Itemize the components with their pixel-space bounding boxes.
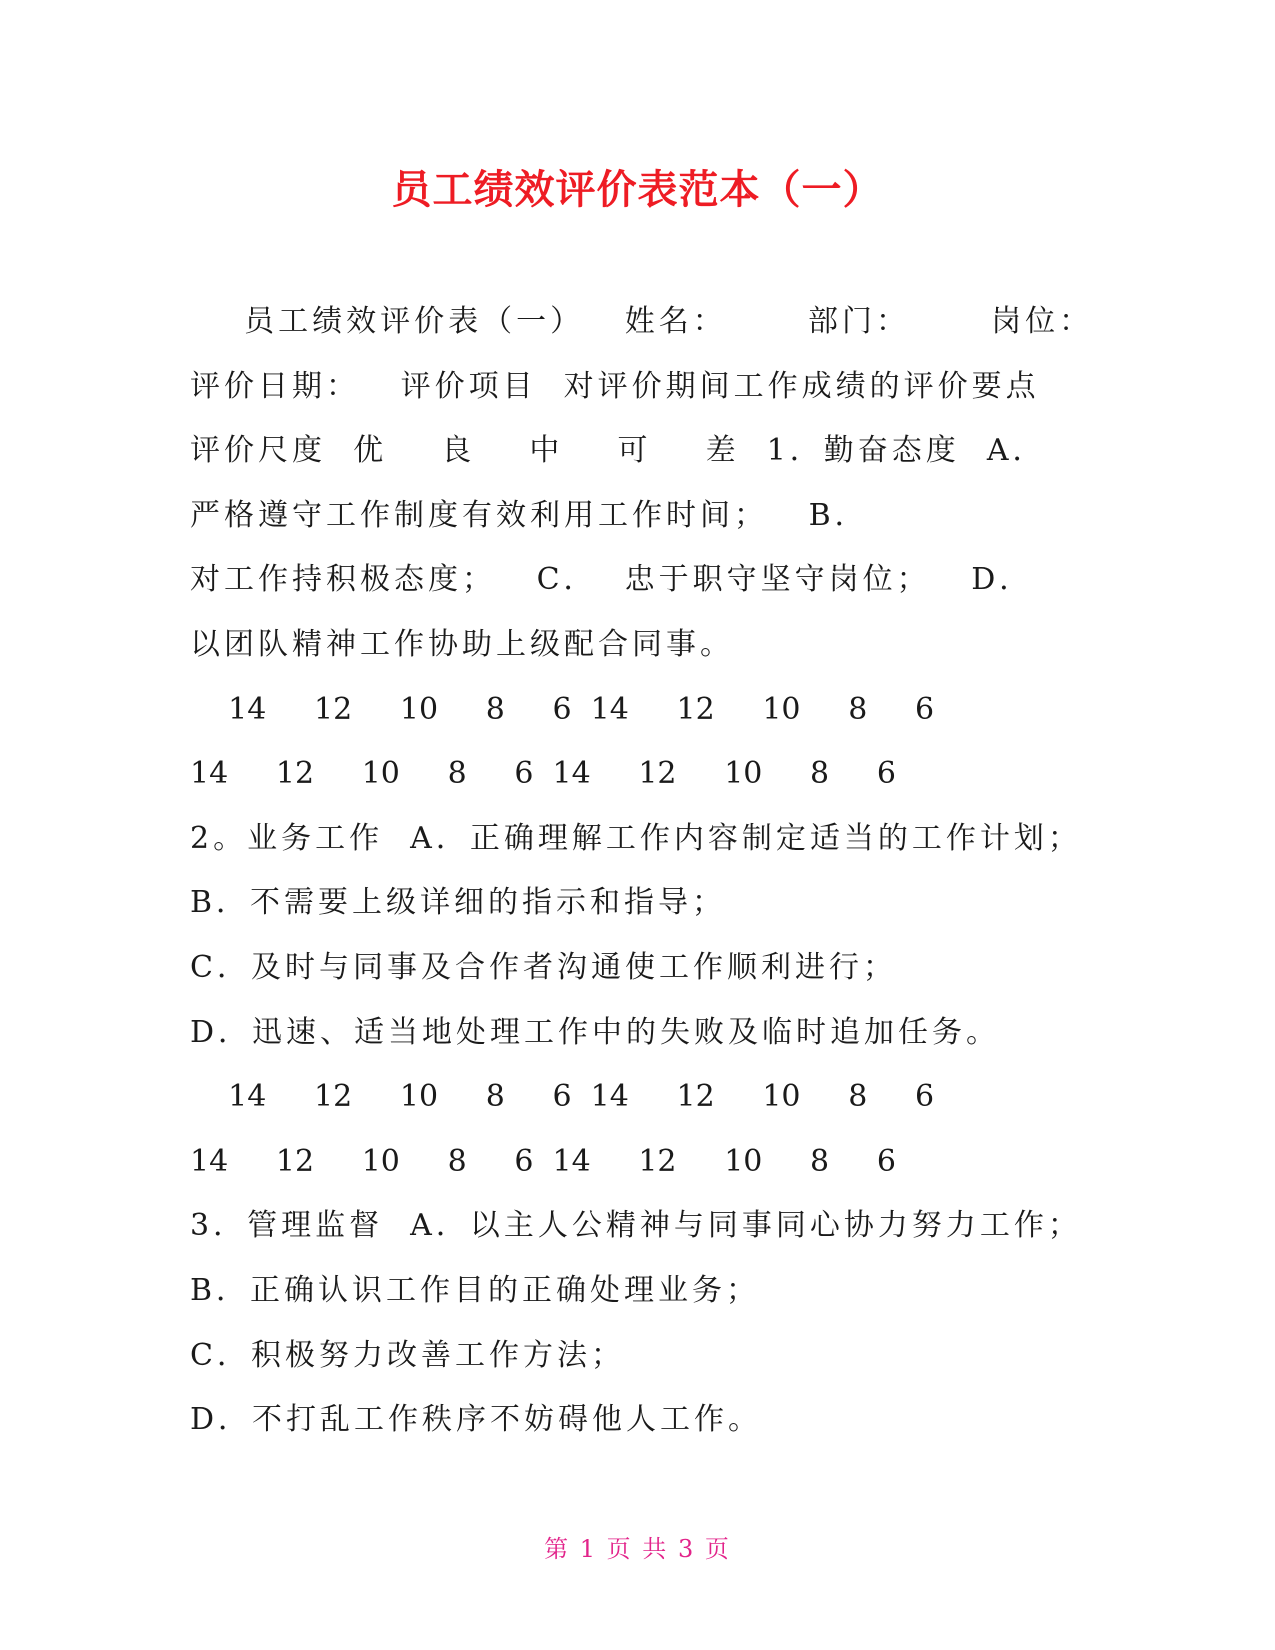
section-1-item-a-line: 严格遵守工作制度有效利用工作时间； B． bbox=[190, 497, 869, 533]
section-3-item-d-line: D．不打乱工作秩序不妨碍他人工作。 bbox=[190, 1402, 763, 1438]
section-2-item-b-line: B．不需要上级详细的指示和指导； bbox=[190, 885, 727, 921]
section-3-heading-line: 3．管理监督 A．以主人公精神与同事同心协力努力工作； bbox=[190, 1208, 1082, 1244]
section-2-item-d-line: D．迅速、适当地处理工作中的失败及临时追加任务。 bbox=[190, 1014, 1001, 1050]
section-3-item-b-line: B．正确认识工作目的正确处理业务； bbox=[190, 1272, 761, 1308]
section-1-item-d-line: 以团队精神工作协助上级配合同事。 bbox=[190, 626, 734, 662]
section-1-item-b-c-line: 对工作持积极态度； C． 忠于职守坚守岗位； D． bbox=[190, 562, 1034, 598]
section-2-item-c-line: C．及时与同事及合作者沟通使工作顺利进行； bbox=[190, 949, 897, 985]
section-1-scores-row-1: 14 12 10 8 6 14 12 10 8 6 bbox=[190, 691, 935, 727]
page-footer: 第 1 页 共 3 页 bbox=[544, 1535, 731, 1563]
evaluation-scale-line: 评价尺度 优 良 中 可 差 1．勤奋态度 A． bbox=[190, 433, 1047, 469]
document-title: 员工绩效评价表范本（一） bbox=[391, 167, 884, 213]
document-body bbox=[190, 290, 1094, 1453]
section-3-item-c-line: C．积极努力改善工作方法； bbox=[190, 1337, 625, 1373]
section-1-scores-row-2: 14 12 10 8 6 14 12 10 8 6 bbox=[190, 756, 896, 792]
evaluation-date-line: 评价日期： 评价项目 对评价期间工作成绩的评价要点 bbox=[190, 368, 1040, 404]
section-2-scores-row-1: 14 12 10 8 6 14 12 10 8 6 bbox=[190, 1079, 935, 1115]
section-2-heading-line: 2。业务工作 A．正确理解工作内容制定适当的工作计划； bbox=[190, 820, 1082, 856]
section-2-scores-row-2: 14 12 10 8 6 14 12 10 8 6 bbox=[190, 1143, 896, 1179]
header-fields-line: 员工绩效评价表（一） 姓名： 部门： 岗位： bbox=[190, 304, 1094, 339]
